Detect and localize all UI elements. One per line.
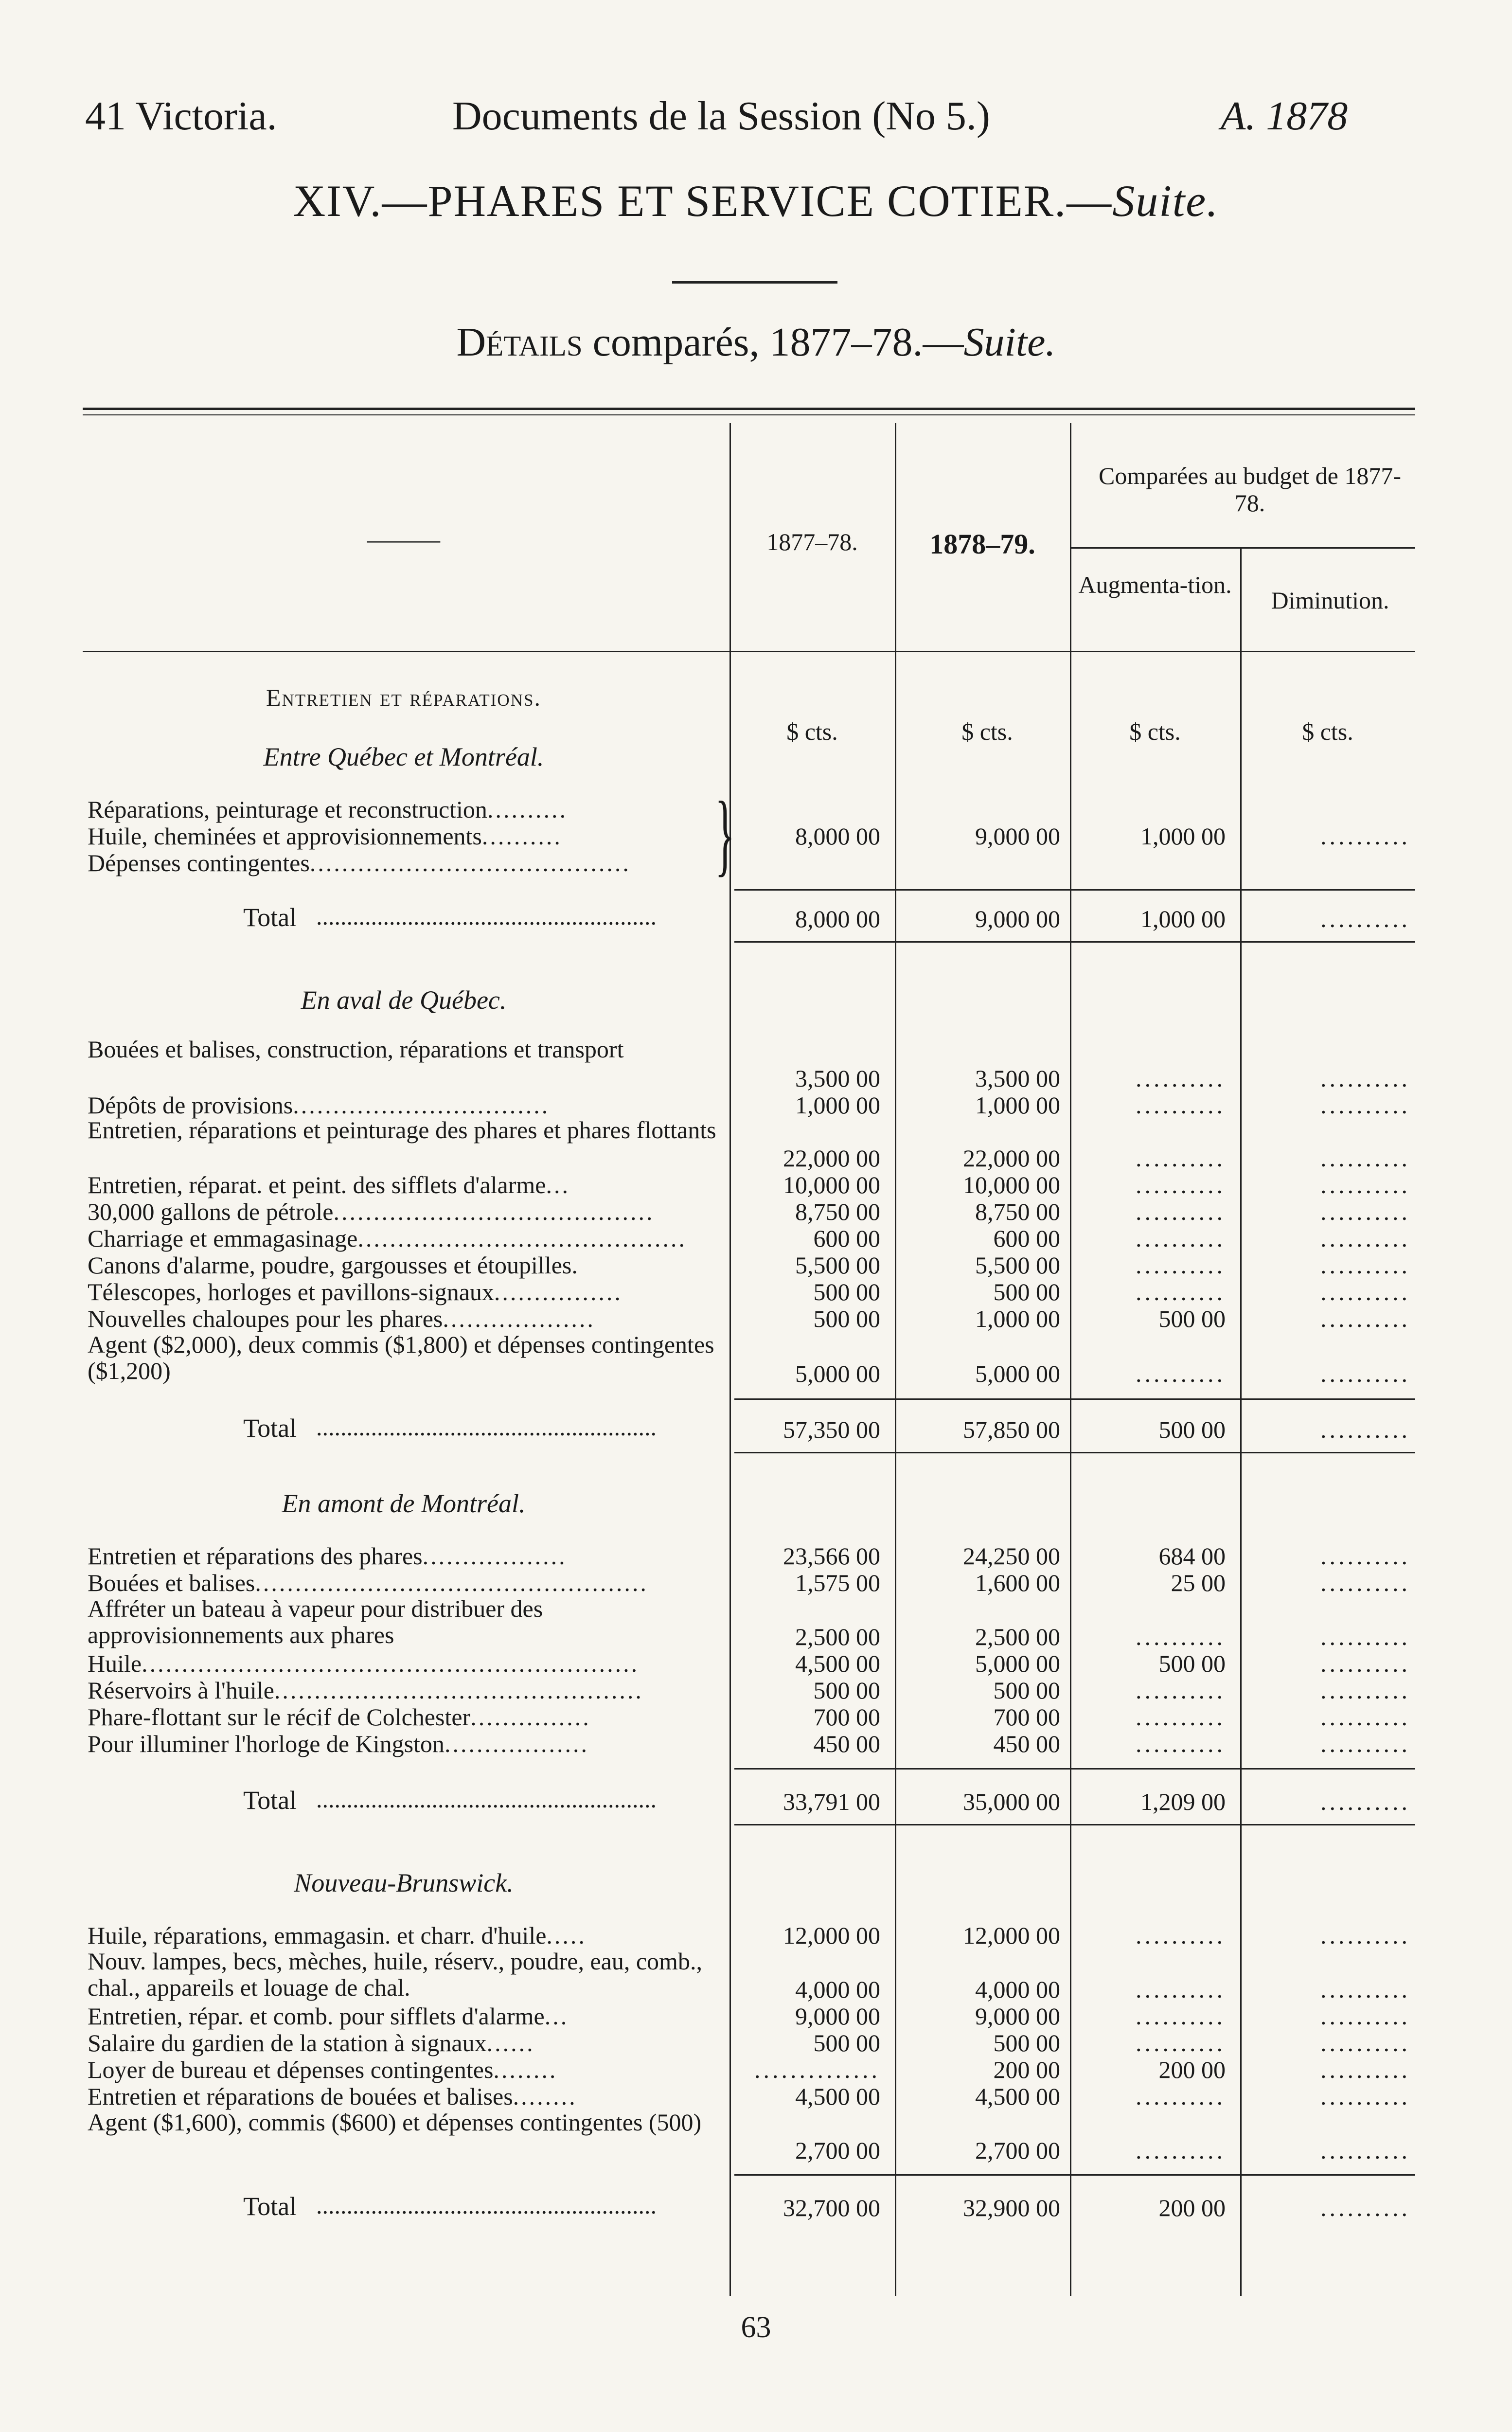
table-cell: 1,000 00 — [975, 1091, 1060, 1119]
table-cell-empty: .......... — [1320, 823, 1410, 850]
table-cell-empty: .......... — [1320, 1225, 1410, 1252]
table-cell-empty: .......... — [1136, 1623, 1226, 1650]
section-title-quebec-montreal: Entre Québec et Montréal. — [263, 742, 544, 771]
table-cell-empty: .......... — [1320, 1252, 1410, 1279]
table-cell-empty: .......... — [1136, 1703, 1226, 1731]
header-right: A. 1878 — [1221, 93, 1348, 139]
total-cell: 57,850 00 — [963, 1416, 1060, 1443]
table-cell-empty: .......... — [1320, 1730, 1410, 1757]
col-divider-4 — [1240, 547, 1242, 2296]
table-cell: 2,500 00 — [795, 1623, 880, 1650]
col-compared-header: Comparées au budget de 1877-78. — [1098, 462, 1402, 517]
table-cell-empty: .......... — [1136, 1065, 1226, 1092]
table-row-label: Salaire du gardien de la station à signaux...... — [88, 2029, 535, 2056]
section-title-nouveau-brunswick: Nouveau-Brunswick. — [294, 1868, 514, 1897]
table-cell-empty: .......... — [1320, 1198, 1410, 1225]
list-item: Dépenses contingentes........................................ — [88, 849, 631, 876]
total-bottom-rule — [734, 941, 1415, 943]
table-cell-empty: .......... — [1320, 1360, 1410, 1387]
table-cell: 200 00 — [993, 2056, 1060, 2083]
table-cell-empty: .......... — [1320, 1922, 1410, 1949]
table-cell-empty: .......... — [1136, 1360, 1226, 1387]
col-divider-1 — [729, 423, 731, 2296]
total-label: Total — [243, 903, 297, 932]
col-divider-3 — [1070, 423, 1071, 2296]
table-cell-empty: .......... — [1136, 1976, 1226, 2003]
col-1877-header: 1877–78. — [766, 528, 858, 555]
total-cell: 8,000 00 — [795, 905, 880, 932]
total-bottom-rule — [734, 1824, 1415, 1825]
table-row-label: Entretien et réparations des phares.................. — [88, 1542, 567, 1570]
table-cell: 3,500 00 — [975, 1065, 1060, 1092]
table-cell: 4,500 00 — [975, 2083, 1060, 2110]
table-cell: 8,750 00 — [795, 1198, 880, 1225]
table-cell-empty: .......... — [1320, 2137, 1410, 2164]
col-diminution-header: Diminution. — [1271, 587, 1389, 614]
table-row-label: Dépôts de provisions................................ — [88, 1091, 550, 1119]
col-1878-header: 1878–79. — [929, 528, 1035, 560]
table-cell: 12,000 00 — [963, 1922, 1060, 1949]
section-group-title: Entretien et réparations. — [266, 684, 541, 711]
table-cell-empty: .......... — [1136, 2137, 1226, 2164]
table-cell: 8,750 00 — [975, 1198, 1060, 1225]
unit-label: $ cts. — [961, 718, 1013, 745]
table-cell-empty: .......... — [1136, 2003, 1226, 2030]
dot-leader: ........................................................ — [316, 2192, 657, 2219]
subtitle-prefix: Détails — [456, 320, 583, 365]
table-cell-empty: .............. — [754, 2056, 880, 2083]
table-cell: 5,500 00 — [975, 1252, 1060, 1279]
unit-label: $ cts. — [1302, 718, 1353, 745]
table-cell-empty: .......... — [1320, 1091, 1410, 1119]
table-row-label: Agent ($1,600), commis ($600) et dépenses contingentes (500) — [88, 2109, 702, 2136]
table-cell-empty: .......... — [1320, 1677, 1410, 1704]
table-cell-empty: .......... — [1320, 1305, 1410, 1332]
total-rule — [734, 1768, 1415, 1770]
table-cell: 600 00 — [993, 1225, 1060, 1252]
total-label: Total — [243, 1413, 297, 1443]
total-rule — [734, 889, 1415, 891]
table-cell: 9,000 00 — [975, 2003, 1060, 2030]
total-cell: 1,000 00 — [1140, 905, 1226, 932]
subtitle-rest: comparés, 1877–78.— — [582, 320, 964, 365]
table-cell: 684 00 — [1158, 1542, 1226, 1570]
table-cell: 500 00 — [993, 1278, 1060, 1305]
list-item: Réparations, peinturage et reconstruction.......... — [88, 796, 568, 823]
table-cell-empty: .......... — [1136, 1278, 1226, 1305]
subtitle — [0, 319, 1512, 366]
table-row-label: Huile, réparations, emmagasin. et charr. d'huile..... — [88, 1922, 587, 1949]
table-cell-empty: .......... — [1320, 2056, 1410, 2083]
table-cell-empty: .......... — [1320, 2083, 1410, 2110]
table-cell-empty: .......... — [1320, 2029, 1410, 2056]
unit-label: $ cts. — [1129, 718, 1181, 745]
total-label: Total — [243, 2192, 297, 2221]
table-row-label: Entretien, réparations et peinturage des phares et phares flottants — [88, 1117, 716, 1144]
table-cell: 9,000 00 — [795, 2003, 880, 2030]
table-cell: 10,000 00 — [783, 1171, 880, 1198]
table-top-rule — [83, 408, 1415, 410]
table-cell: 24,250 00 — [963, 1542, 1060, 1570]
table-cell: 22,000 00 — [783, 1144, 880, 1172]
title-main: XIV.—PHARES ET SERVICE COTIER.— — [293, 176, 1113, 226]
table-row-label: Nouvelles chaloupes pour les phares................... — [88, 1305, 595, 1332]
table-cell: 5,500 00 — [795, 1252, 880, 1279]
brace: } — [715, 788, 735, 880]
table-row-label: Charriage et emmagasinage......................................... — [88, 1225, 687, 1252]
dot-leader: ........................................................ — [316, 903, 657, 930]
table-cell-empty: .......... — [1320, 1788, 1410, 1815]
total-cell: 32,700 00 — [783, 2194, 880, 2221]
col-divider-2 — [895, 423, 896, 2296]
table-cell-empty: .......... — [1136, 1225, 1226, 1252]
table-cell-empty: .......... — [1320, 2003, 1410, 2030]
table-row-label: Bouées et balises, construction, réparations et transport — [88, 1036, 624, 1063]
table-cell: 9,000 00 — [975, 823, 1060, 850]
table-cell: 500 00 — [813, 1677, 880, 1704]
table-cell-empty: .......... — [1136, 1922, 1226, 1949]
table-cell-empty: .......... — [1320, 1569, 1410, 1596]
table-row-label: Affréter un bateau à vapeur pour distribuer des approvisionnements aux phares — [88, 1595, 543, 1648]
table-cell: 10,000 00 — [963, 1171, 1060, 1198]
table-cell: 500 00 — [813, 2029, 880, 2056]
table-row-label: Bouées et balises................................................. — [88, 1569, 648, 1596]
table-cell-empty: .......... — [1136, 1198, 1226, 1225]
table-cell: 450 00 — [813, 1730, 880, 1757]
table-cell-empty: .......... — [1136, 1677, 1226, 1704]
table-row-label: Agent ($2,000), deux commis ($1,800) et dépenses contingentes ($1,200) — [88, 1331, 714, 1384]
header-bottom-rule — [83, 651, 1415, 652]
table-cell-empty: .......... — [1320, 1416, 1410, 1443]
title-suite: Suite. — [1112, 176, 1219, 226]
table-cell: 1,000 00 — [975, 1305, 1060, 1332]
table-row-label: Télescopes, horloges et pavillons-signaux................ — [88, 1278, 623, 1305]
table-cell-empty: .......... — [1136, 1171, 1226, 1198]
table-row-label: Réservoirs à l'huile.............................................. — [88, 1677, 643, 1704]
table-top-rule-2 — [83, 414, 1415, 415]
table-cell-empty: .......... — [1320, 1650, 1410, 1677]
table-cell-empty: .......... — [1136, 2083, 1226, 2110]
total-cell: 35,000 00 — [963, 1788, 1060, 1815]
table-cell-empty: .......... — [1320, 2194, 1410, 2221]
table-cell-empty: .......... — [1136, 1730, 1226, 1757]
table-cell: 25 00 — [1171, 1569, 1226, 1596]
table-cell-empty: .......... — [1320, 1703, 1410, 1731]
subtitle-suite: Suite. — [963, 320, 1056, 365]
unit-label: $ cts. — [786, 718, 838, 745]
table-cell: 2,500 00 — [975, 1623, 1060, 1650]
table-row-label: Loyer de bureau et dépenses contingentes........ — [88, 2056, 558, 2083]
table-cell: 22,000 00 — [963, 1144, 1060, 1172]
total-cell: 32,900 00 — [963, 2194, 1060, 2221]
table-cell: 450 00 — [993, 1730, 1060, 1757]
table-cell: 4,000 00 — [975, 1976, 1060, 2003]
table-cell-empty: .......... — [1320, 1144, 1410, 1172]
table-cell: 4,500 00 — [795, 1650, 880, 1677]
title-rule — [672, 281, 837, 284]
col-augmentation-header: Augmenta-tion. — [1078, 571, 1232, 598]
table-cell: 3,500 00 — [795, 1065, 880, 1092]
total-cell: 57,350 00 — [783, 1416, 880, 1443]
table-cell: 200 00 — [1158, 2056, 1226, 2083]
table-cell-empty: .......... — [1136, 1091, 1226, 1119]
total-label: Total — [243, 1786, 297, 1815]
table-cell: 5,000 00 — [795, 1360, 880, 1387]
table-cell: 23,566 00 — [783, 1542, 880, 1570]
total-cell: 1,209 00 — [1140, 1788, 1226, 1815]
total-rule — [734, 1398, 1415, 1400]
table-row-label: Nouv. lampes, becs, mèches, huile, réserv., poudre, eau, comb., chal., appareils et louage de chal. — [88, 1948, 702, 2001]
table-cell: 1,000 00 — [1140, 823, 1226, 850]
total-rule — [734, 2174, 1415, 2176]
table-cell: 1,000 00 — [795, 1091, 880, 1119]
table-cell: 12,000 00 — [783, 1922, 880, 1949]
total-cell: 33,791 00 — [783, 1788, 880, 1815]
total-cell: 9,000 00 — [975, 905, 1060, 932]
table-row-label: Huile.............................................................. — [88, 1650, 640, 1677]
table-cell-empty: .......... — [1320, 1623, 1410, 1650]
header-center: Documents de la Session (No 5.) — [452, 93, 990, 139]
total-bottom-rule — [734, 1452, 1415, 1453]
table-cell-empty: .......... — [1320, 1542, 1410, 1570]
table-cell: 5,000 00 — [975, 1360, 1060, 1387]
stub-dash: ——— — [367, 526, 440, 553]
dot-leader: ........................................................ — [316, 1786, 657, 1813]
total-cell: 500 00 — [1158, 1416, 1226, 1443]
table-cell: 500 00 — [1158, 1305, 1226, 1332]
table-cell-empty: .......... — [1136, 1144, 1226, 1172]
table-cell-empty: .......... — [1320, 1976, 1410, 2003]
table-cell: 8,000 00 — [795, 823, 880, 850]
table-cell: 500 00 — [1158, 1650, 1226, 1677]
table-cell: 700 00 — [993, 1703, 1060, 1731]
table-cell: 500 00 — [813, 1305, 880, 1332]
page-number: 63 — [741, 2311, 771, 2344]
header-left: 41 Victoria. — [85, 93, 277, 139]
dot-leader: ........................................................ — [316, 1413, 657, 1441]
table-cell: 700 00 — [813, 1703, 880, 1731]
table-cell: 2,700 00 — [975, 2137, 1060, 2164]
table-cell: 600 00 — [813, 1225, 880, 1252]
table-cell: 1,600 00 — [975, 1569, 1060, 1596]
list-item: Huile, cheminées et approvisionnements.......... — [88, 823, 562, 850]
section-title-aval-quebec: En aval de Québec. — [301, 985, 507, 1015]
table-row-label: Canons d'alarme, poudre, gargousses et étoupilles. — [88, 1252, 578, 1279]
section-title-amont-montreal: En amont de Montréal. — [282, 1489, 526, 1518]
table-cell-empty: .......... — [1320, 1065, 1410, 1092]
table-cell: 1,575 00 — [795, 1569, 880, 1596]
table-cell: 500 00 — [993, 2029, 1060, 2056]
table-cell-empty: .......... — [1320, 1171, 1410, 1198]
table-cell: 4,000 00 — [795, 1976, 880, 2003]
table-cell-empty: .......... — [1320, 905, 1410, 932]
table-row-label: Entretien, répar. et comb. pour sifflets d'alarme... — [88, 2003, 569, 2030]
table-row-label: Entretien et réparations de bouées et balises........ — [88, 2083, 577, 2110]
table-cell-empty: .......... — [1136, 2029, 1226, 2056]
table-row-label: Entretien, réparat. et peint. des sifflets d'alarme... — [88, 1171, 570, 1198]
table-row-label: Phare-flottant sur le récif de Colchester............... — [88, 1703, 591, 1731]
table-cell: 5,000 00 — [975, 1650, 1060, 1677]
table-cell: 4,500 00 — [795, 2083, 880, 2110]
table-cell-empty: .......... — [1136, 1252, 1226, 1279]
compared-rule — [1070, 547, 1415, 549]
table-cell: 2,700 00 — [795, 2137, 880, 2164]
total-cell: 200 00 — [1158, 2194, 1226, 2221]
table-cell-empty: .......... — [1320, 1278, 1410, 1305]
page-title — [0, 175, 1512, 227]
table-row-label: Pour illuminer l'horloge de Kingston.................. — [88, 1730, 589, 1757]
table-cell: 500 00 — [813, 1278, 880, 1305]
table-cell: 500 00 — [993, 1677, 1060, 1704]
table-row-label: 30,000 gallons de pétrole........................................ — [88, 1198, 655, 1225]
